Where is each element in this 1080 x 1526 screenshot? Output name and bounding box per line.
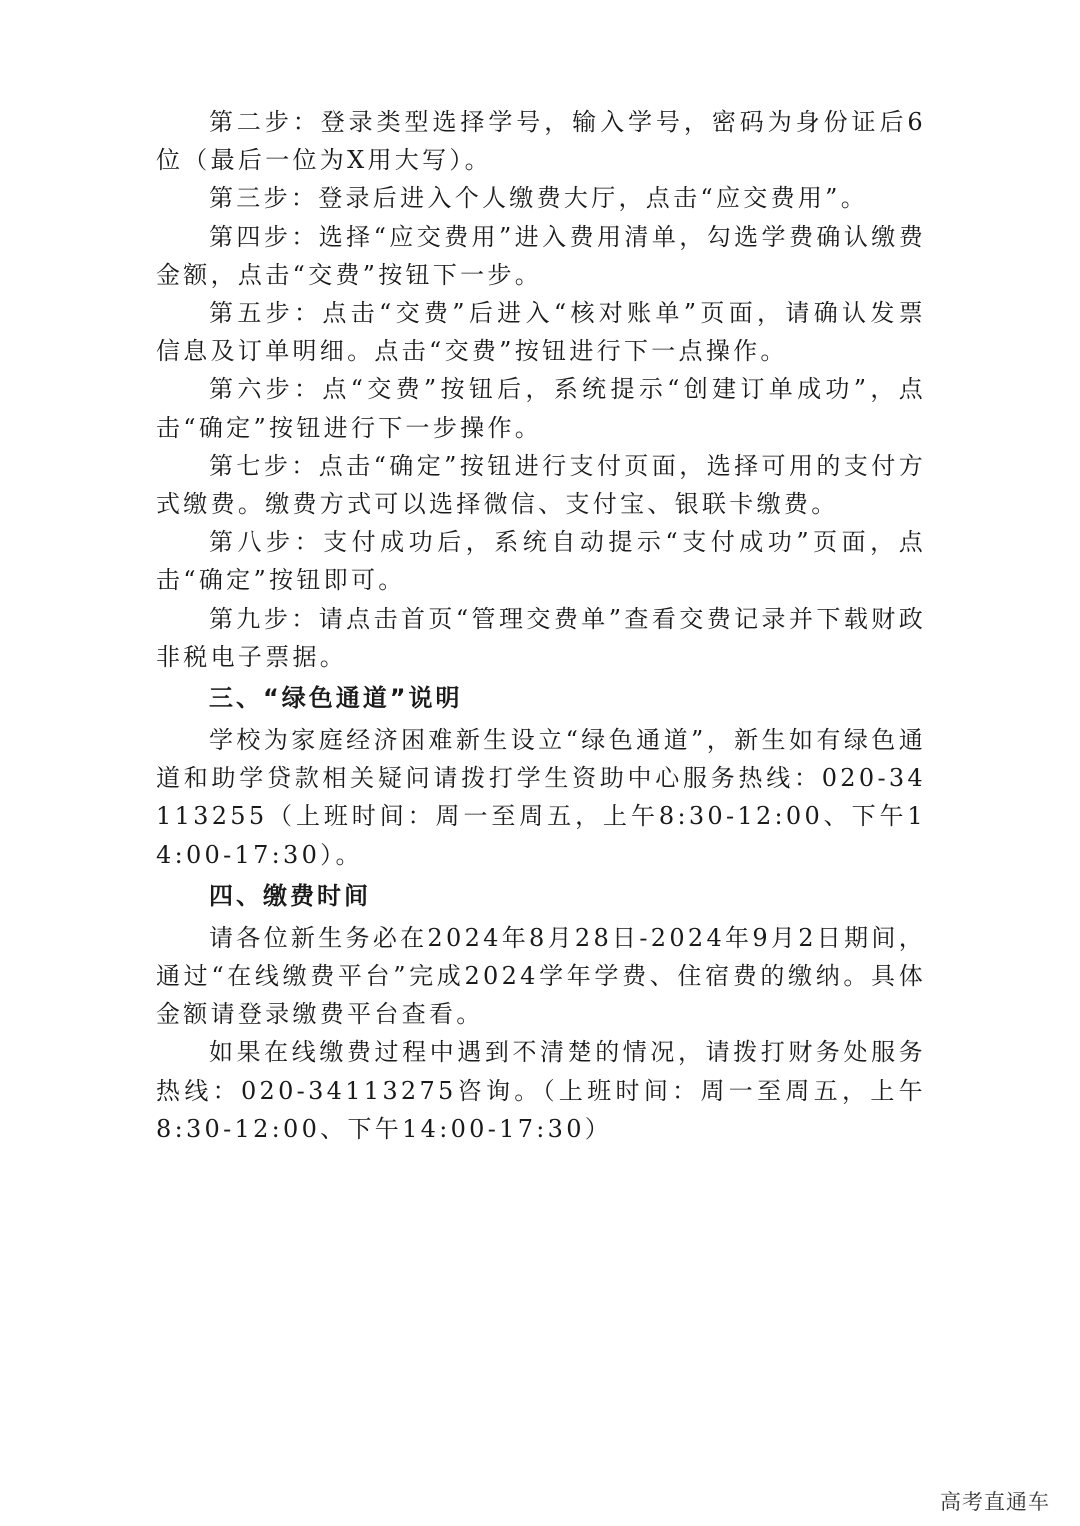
section-3-text: 学校为家庭经济困难新生设立“绿色通道”，新生如有绿色通道和助学贷款相关疑问请拨打学生资助中心服务热线：020-34113255（上班时间：周一至周五，上午8:30-12:00、下午14:00-17:30）。 xyxy=(156,726,926,869)
step-9: 第九步：请点击首页“管理交费单”查看交费记录并下载财政非税电子票据。 xyxy=(156,604,926,671)
step-2: 第二步：登录类型选择学号，输入学号，密码为身份证后6位（最后一位为X用大写）。 xyxy=(156,108,926,175)
step-7: 第七步：点击“确定”按钮进行支付页面，选择可用的支付方式缴费。缴费方式可以选择微信、支付宝、银联卡缴费。 xyxy=(156,451,926,519)
step-6: 第六步：点“交费”按钮后，系统提示“创建订单成功”，点击“确定”按钮进行下一步操作。 xyxy=(156,375,926,442)
step-3: 第三步：登录后进入个人缴费大厅，点击“应交费用”。 xyxy=(209,184,869,213)
step-5: 第五步：点击“交费”后进入“核对账单”页面，请确认发票信息及订单明细。点击“交费”按钮进行下一点操作。 xyxy=(156,299,926,366)
section-4-heading: 四、缴费时间 xyxy=(209,881,371,910)
section-3-heading: 三、“绿色通道”说明 xyxy=(209,684,463,713)
section-4-text-1: 请各位新生务必在2024年8月28日-2024年9月2日期间，通过“在线缴费平台”完成2024学年学费、住宿费的缴纳。具体金额请登录缴费平台查看。 xyxy=(156,923,926,1029)
section-4-text-2: 如果在线缴费过程中遇到不清楚的情况，请拨打财务处服务热线：020-34113275咨询。（上班时间：周一至周五，上午8:30-12:00、下午14:00-17:30） xyxy=(156,1038,926,1143)
step-8: 第八步：支付成功后，系统自动提示“支付成功”页面，点击“确定”按钮即可。 xyxy=(156,528,926,595)
watermark-text: 高考直通车 xyxy=(940,1490,1050,1514)
document-body xyxy=(156,103,926,1148)
step-4: 第四步：选择“应交费用”进入费用清单，勾选学费确认缴费金额，点击“交费”按钮下一步。 xyxy=(156,222,926,289)
